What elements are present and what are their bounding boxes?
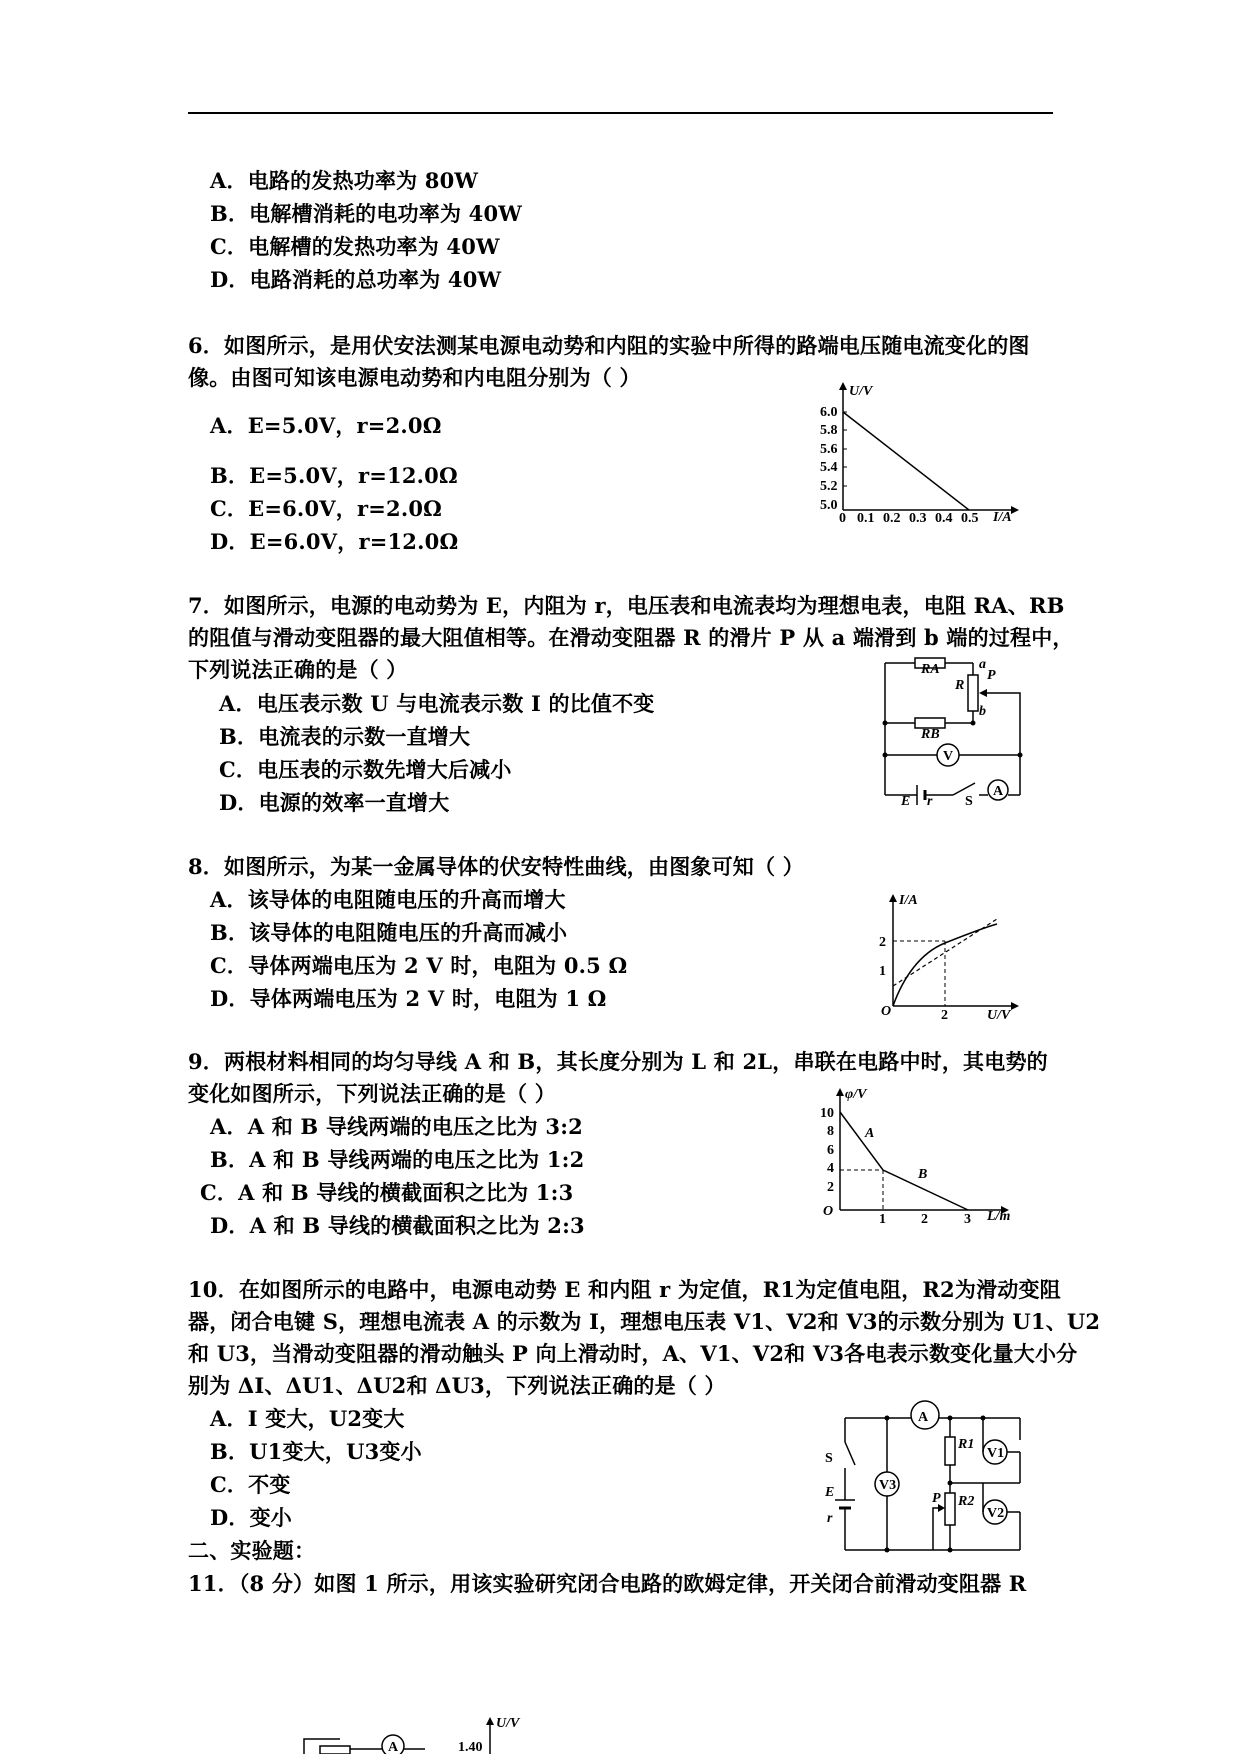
q10-label-e: E [825,1485,835,1500]
q9-y-label: φ/V [845,1087,867,1102]
q10-label-r: r [827,1511,833,1526]
q6-xtick: 0.4 [935,511,953,525]
q9-option-a: A．A 和 B 导线两端的电压之比为 3:2 [210,1114,583,1139]
q7-voltmeter-label: V [943,749,954,764]
q9-xtick: 3 [964,1212,971,1225]
q7-label-s: S [965,794,973,805]
q6-option-d: D．E=6.0V，r=12.0Ω [210,529,459,554]
q10-option-d: D．变小 [210,1505,293,1530]
q6-x-label: I/A [993,510,1012,525]
q11-stem-line1: 11．（8 分）如图 1 所示，用该实验研究闭合电路的欧姆定律，开关闭合前滑动变阻器 R [188,1571,1027,1596]
q9-ytick: 4 [827,1161,834,1176]
q8-xtick-2: 2 [941,1008,948,1023]
q6-xtick: 0.3 [909,511,927,525]
q7-stem-line1: 7．如图所示，电源的电动势为 E，内阻为 r，电压表和电流表均为理想电表，电阻 RA、RB [188,593,1065,618]
q6-data-line [843,412,969,510]
q6-ytick: 5.4 [820,460,838,475]
q10-circuit-diagram [825,1400,1035,1560]
q7-rheostat-r [968,675,978,711]
q9-option-b: B．A 和 B 导线两端的电压之比为 1:2 [210,1147,585,1172]
q8-iu-graph [875,888,1025,1023]
q6-ytick: 5.8 [820,423,838,438]
q10-switch-s [845,1442,855,1465]
q8-tangent-line [893,919,997,986]
q10-label-s: S [825,1451,833,1466]
q6-ytick: 5.6 [820,442,838,457]
q9-xtick: 2 [921,1212,928,1225]
section-heading: 二、实验题： [188,1538,316,1563]
q6-stem-line1: 6．如图所示，是用伏安法测某电源电动势和内阻的实验中所得的路端电压随电流变化的图 [188,333,1030,358]
header-rule [188,112,1053,114]
q10-option-c: C．不变 [210,1472,291,1497]
q11-ammeter-label: A [388,1740,399,1754]
q5-option-d: D．电路消耗的总功率为 40W [210,267,502,292]
q6-ytick: 5.0 [820,498,838,513]
q6-y-arrow [839,382,847,390]
q7-label-p: P [987,668,996,683]
q9-ytick: 8 [827,1124,834,1139]
q6-x-arrow [1011,506,1019,514]
q10-v3-label: V3 [879,1478,897,1493]
q7-slider-arrow [979,689,987,697]
q6-ytick: 5.2 [820,479,838,494]
q8-ytick-1: 1 [879,964,886,979]
q6-option-c: C．E=6.0V，r=2.0Ω [210,496,443,521]
q8-ytick-2: 2 [879,935,886,950]
q9-origin: O [823,1204,834,1219]
q10-label-r2: R2 [958,1494,975,1509]
q9-xtick: 1 [879,1212,886,1225]
q6-xtick: 0.5 [961,511,979,525]
q5-option-a: A．电路的发热功率为 80W [210,168,479,193]
q7-label-rb: RB [921,727,940,742]
q9-ytick: 10 [820,1106,834,1121]
q7-option-b: B．电流表的示数一直增大 [219,724,471,749]
q9-x-label: L/m [987,1209,1011,1224]
q7-stem-line2: 的阻值与滑动变阻器的最大阻值相等。在滑动变阻器 R 的滑片 P 从 a 端滑到 b 端的过程中， [188,625,1074,650]
q7-option-d: D．电源的效率一直增大 [219,790,450,815]
q7-option-c: C．电压表的示数先增大后减小 [219,757,512,782]
q10-rheostat-r2 [945,1493,955,1525]
q7-option-a: A．电压表示数 U 与电流表示数 I 的比值不变 [219,691,655,716]
q8-stem: 8．如图所示，为某一金属导体的伏安特性曲线，由图象可知（ ） [188,854,804,879]
q6-ui-graph [815,380,1025,525]
q6-option-a: A．E=5.0V，r=2.0Ω [210,413,442,438]
q10-stem-line4: 别为 ΔI、ΔU1、ΔU2和 ΔU3，下列说法正确的是（ ） [188,1373,726,1398]
q9-ytick: 6 [827,1143,834,1158]
q10-label-r1: R1 [958,1437,975,1452]
q7-ammeter-label: A [993,784,1004,799]
q6-ytick: 6.0 [820,405,838,420]
q9-label-b: B [918,1167,928,1182]
q7-label-ra: RA [921,662,940,677]
q8-option-d: D．导体两端电压为 2 V 时，电阻为 1 Ω [210,986,607,1011]
q5-option-b: B．电解槽消耗的电功率为 40W [210,201,523,226]
q6-stem-line2: 像。由图可知该电源电动势和内电阻分别为（ ） [188,365,641,390]
q7-label-r: R [955,678,965,693]
q10-stem-line2: 器，闭合电键 S，理想电流表 A 的示数为 I，理想电压表 V1、V2和 V3的示数分别为 U1、U2 [188,1309,1101,1334]
q8-origin: O [881,1004,892,1019]
q11-figure-partial [290,1715,550,1754]
q7-circuit-diagram [875,655,1035,805]
q10-stem-line1: 10．在如图所示的电路中，电源电动势 E 和内阻 r 为定值，R1为定值电阻，R2为滑动变阻 [188,1277,1061,1302]
q5-option-c: C．电解槽的发热功率为 40W [210,234,500,259]
q10-v2-label: V2 [987,1506,1005,1521]
q7-label-a: a [979,657,986,672]
q11-y-label: U/V [496,1716,520,1731]
q6-xtick: 0.2 [883,511,901,525]
q8-option-c: C．导体两端电压为 2 V 时，电阻为 0.5 Ω [210,953,628,978]
q7-label-e: E [901,794,911,805]
q9-potential-graph [815,1080,1025,1225]
q10-resistor-r1 [945,1437,955,1465]
q6-option-b: B．E=5.0V，r=12.0Ω [210,463,458,488]
q10-option-b: B．U1变大，U3变小 [210,1439,422,1464]
q9-option-c: C．A 和 B 导线的横截面积之比为 1:3 [200,1180,574,1205]
q10-ammeter-label: A [918,1410,929,1425]
q7-label-rr: r [927,794,933,805]
q6-y-label: U/V [849,384,873,399]
q8-option-b: B．该导体的电阻随电压的升高而减小 [210,920,568,945]
q10-v1-label: V1 [987,1446,1005,1461]
q9-stem-line1: 9．两根材料相同的均匀导线 A 和 B，其长度分别为 L 和 2L，串联在电路中时，其电势的 [188,1049,1048,1074]
q6-xtick: 0 [839,511,846,525]
q8-y-label: I/A [899,893,918,908]
q9-data-line [840,1112,968,1210]
q10-stem-line3: 和 U3，当滑动变阻器的滑动触头 P 向上滑动时，A、V1、V2和 V3各电表示数变化量大小分 [188,1341,1078,1366]
q10-option-a: A．I 变大，U2变大 [210,1406,405,1431]
q11-ytick: 1.40 [458,1740,483,1754]
q8-x-label: U/V [987,1008,1011,1023]
q9-stem-line2: 变化如图所示，下列说法正确的是（ ） [188,1081,556,1106]
q9-ytick: 2 [827,1180,834,1195]
q10-label-p: P [932,1491,941,1506]
q8-option-a: A．该导体的电阻随电压的升高而增大 [210,887,566,912]
q6-xtick: 0.1 [857,511,875,525]
q9-label-a: A [865,1126,875,1141]
q9-option-d: D．A 和 B 导线的横截面积之比为 2:3 [210,1213,585,1238]
q7-stem-line3: 下列说法正确的是（ ） [188,657,408,682]
q7-label-b: b [979,704,986,719]
